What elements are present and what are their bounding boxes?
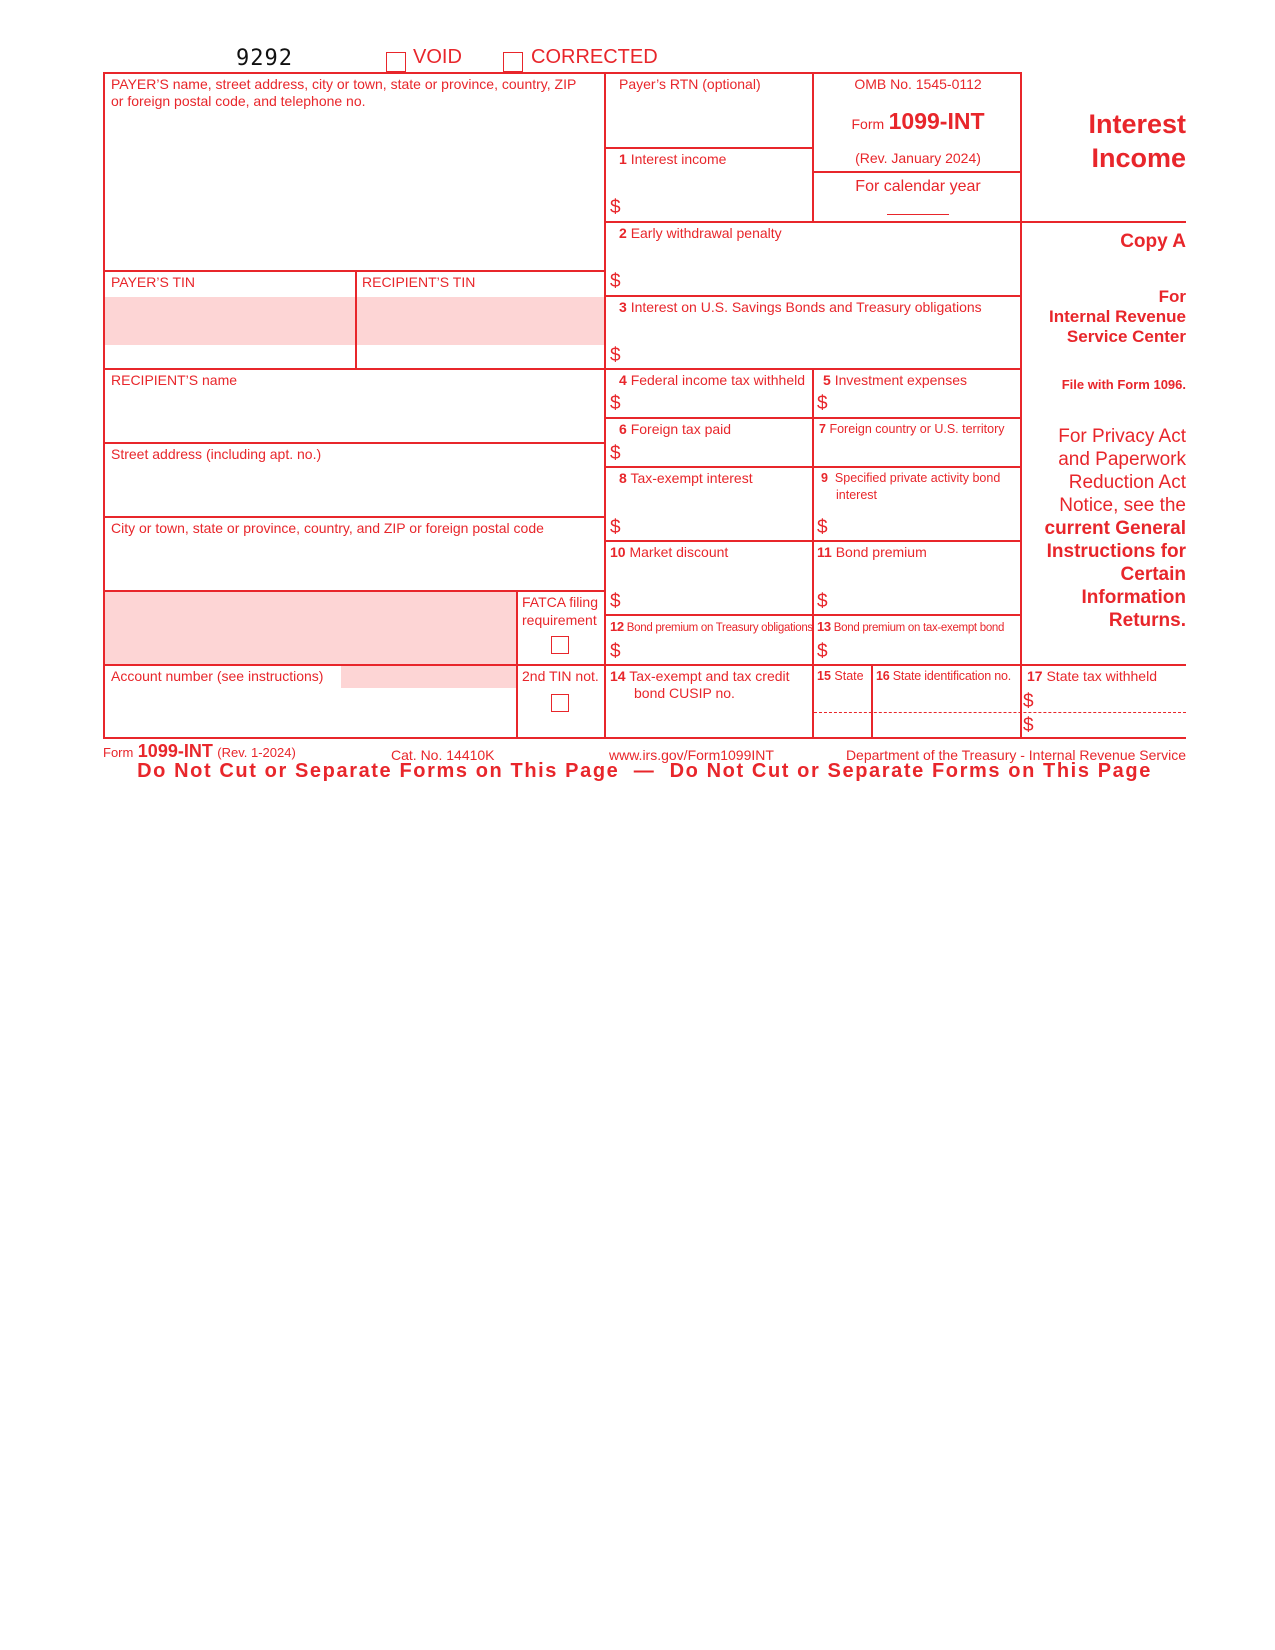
box-2-text: Early withdrawal penalty [630,225,782,241]
box-7-text: Foreign country or U.S. territory [829,422,1005,436]
box-16-text: State identification no. [892,669,1011,683]
box-15-number: 15 [817,669,831,683]
dashed-rule [814,712,1186,713]
box-17-dollar-2: $ [1023,715,1034,736]
box-1-text: Interest income [630,151,727,167]
box-1-number: 1 [619,151,627,167]
privacy-line-1: For Privacy Act [1058,426,1186,447]
box-13-label [817,618,1004,637]
footer-form-rev: (Rev. 1-2024) [217,745,296,760]
instructions-line-1: current General [1044,518,1186,539]
footer-form-word: Form [103,745,134,760]
for-label: For [1158,287,1186,306]
void-checkbox[interactable] [386,52,406,72]
box-12-dollar: $ [610,641,621,662]
rule [516,590,518,739]
box-6-text: Foreign tax paid [630,421,732,437]
box-5-label [823,372,967,389]
payer-tin-label: PAYER’S TIN [111,274,196,290]
instructions-line-2: Instructions for [1046,541,1186,562]
footer-url: www.irs.gov/Form1099INT [609,747,774,763]
account-number-label: Account number (see instructions) [111,668,324,684]
box-6-number: 6 [619,421,627,437]
box-13-text: Bond premium on tax-exempt bond [833,622,1005,634]
instructions-line-3: Certain [1120,564,1186,585]
box-6-label [619,421,731,438]
rule [103,737,1186,739]
rule [606,147,814,149]
city-label: City or town, state or province, country, and ZIP or foreign postal code [111,520,544,536]
account-shade [341,666,517,688]
box-11-number: 11 [817,544,832,560]
recipient-tin-label: RECIPIENT’S TIN [362,274,476,290]
box-13-number: 13 [817,619,831,634]
rule [103,516,606,518]
box-16-label [876,668,1011,685]
instructions-line-4: Information [1081,587,1186,608]
instructions-line-5: Returns. [1108,610,1186,631]
file-with-label: File with Form 1096. [1061,377,1186,392]
privacy-line-4: Notice, see the [1059,495,1186,516]
form-revision: (Rev. January 2024) [855,150,981,166]
box-1-label [619,151,726,168]
copy-label: Copy A [1120,231,1186,252]
box-13-dollar: $ [817,641,828,662]
second-tin-checkbox[interactable] [551,694,569,712]
box-12-text: Bond premium on Treasury obligations [626,622,813,634]
second-tin-label: 2nd TIN not. [522,668,599,684]
box-9-label-2: interest [836,488,877,502]
box-9-dollar: $ [817,517,828,538]
rule [1020,72,1022,739]
form-title [814,108,1022,135]
box-17-dollar: $ [1023,691,1034,712]
rule [103,664,1186,666]
rule [606,417,1022,419]
box-14-text: Tax-exempt and tax credit [629,668,790,684]
payer-name-label-2: or foreign postal code, and telephone no. [111,93,366,109]
do-not-cut-warning: Do Not Cut or Separate Forms on This Page — Do Not Cut or Separate Forms on This Page [137,760,1152,782]
box-16-number: 16 [876,669,890,683]
corrected-checkbox[interactable] [503,52,523,72]
box-10-label [610,544,728,561]
calendar-year-line [887,214,949,215]
rule [606,295,1022,297]
box-2-dollar: $ [610,271,621,292]
box-3-dollar: $ [610,345,621,366]
box-5-text: Investment expenses [834,372,967,388]
box-17-number: 17 [1027,668,1043,684]
rule [812,368,814,739]
rule [604,72,606,739]
box-5-number: 5 [823,372,831,388]
form-code: 9292 [236,46,293,71]
box-8-label [619,470,753,487]
payer-name-label: PAYER’S name, street address, city or town, state or province, country, ZIP [111,76,577,92]
fatca-checkbox[interactable] [551,636,569,654]
title-interest: Interest [1088,109,1186,139]
footer-cat-number: Cat. No. 14410K [391,747,495,763]
box-2-number: 2 [619,225,627,241]
rule [103,590,606,592]
irs-label-1: Internal Revenue [1049,307,1186,326]
box-10-dollar: $ [610,591,621,612]
form-name: 1099-INT [888,108,985,134]
blank-shade [104,592,518,664]
omb-number: OMB No. 1545-0112 [854,76,982,92]
rule [103,72,1022,74]
rule [812,72,814,222]
box-14-label [610,668,790,685]
box-4-dollar: $ [610,393,621,414]
box-15-label [817,668,864,685]
box-4-label [619,372,805,389]
box-3-label [619,299,982,316]
rule [103,368,1022,370]
box-10-number: 10 [610,544,626,560]
box-11-text: Bond premium [835,544,927,560]
footer-department: Department of the Treasury - Internal Revenue Service [845,747,1186,763]
box-4-number: 4 [619,372,627,388]
payer-rtn-label: Payer’s RTN (optional) [619,76,761,92]
rule [814,171,1022,173]
fatca-label: FATCA filing [522,594,598,610]
recipient-tin-shade [357,297,606,345]
box-4-text: Federal income tax withheld [630,372,805,388]
rule [606,540,1022,542]
box-9-text: Specified private activity bond [834,471,1001,485]
box-14-number: 14 [610,668,626,684]
irs-label-2: Service Center [1066,327,1186,346]
privacy-line-2: and Paperwork [1058,449,1186,470]
box-1-dollar: $ [610,197,621,218]
footer-form-name: 1099-INT [137,741,213,761]
rule [103,442,606,444]
box-3-text: Interest on U.S. Savings Bonds and Treasury obligations [630,299,982,315]
rule [871,664,873,739]
box-10-text: Market discount [629,544,729,560]
street-address-label: Street address (including apt. no.) [111,446,322,462]
box-8-number: 8 [619,470,627,486]
void-label: VOID [413,46,462,68]
recipient-name-label: RECIPIENT’S name [111,372,238,388]
rule [103,72,105,739]
footer-form [103,741,296,762]
corrected-label: CORRECTED [531,46,658,68]
box-17-label [1027,668,1157,685]
rule [606,221,1186,223]
rule [606,614,1022,616]
rule [606,466,1022,468]
calendar-year-label: For calendar year [855,178,981,195]
box-15-text: State [834,669,864,683]
box-2-label [619,225,782,242]
form-word: Form [851,116,885,132]
box-12-label [610,618,813,637]
box-9-label [821,470,1000,487]
box-3-number: 3 [619,299,627,315]
payer-tin-shade [104,297,355,345]
title-income: Income [1091,143,1186,173]
box-6-dollar: $ [610,443,621,464]
box-14-label-2: bond CUSIP no. [634,685,735,701]
box-7-number: 7 [819,422,826,436]
privacy-line-3: Reduction Act [1068,472,1186,493]
box-17-text: State tax withheld [1046,668,1157,684]
box-8-text: Tax-exempt interest [630,470,753,486]
box-12-number: 12 [610,619,624,634]
box-7-label [819,421,1005,438]
rule [355,270,357,370]
box-9-number: 9 [821,471,828,485]
fatca-label-2: requirement [522,612,597,628]
box-11-dollar: $ [817,591,828,612]
box-8-dollar: $ [610,517,621,538]
box-5-dollar: $ [817,393,828,414]
box-11-label [817,544,927,561]
